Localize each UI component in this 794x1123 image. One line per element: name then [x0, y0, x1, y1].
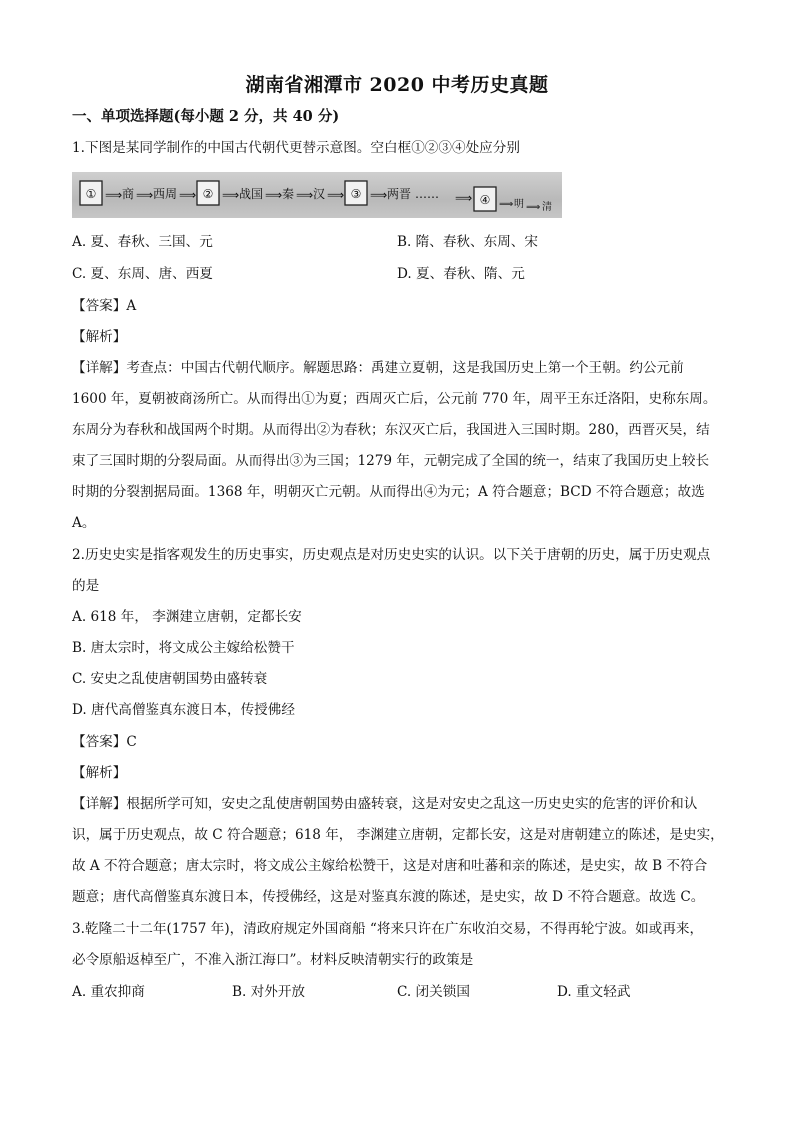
q3-option-d: D. 重文轻武 [557, 984, 631, 1000]
q1-answer: 【答案】A [72, 298, 137, 314]
q2-detail-line: 【详解】根据所学可知，安史之乱使唐朝国势由盛转衰，这是对安史之乱这一历史史实的危害的评价和认 [72, 796, 698, 812]
q3-stem-line: 必令原船返棹至广，不准入浙江海口”。材料反映清朝实行的政策是 [72, 952, 474, 968]
arrow-icon: ⟹ [327, 188, 345, 202]
q2-detail-line: 题意；唐代高僧鉴真东渡日本，传授佛经，这是对鉴真东渡的陈述，是史实，故 D 不符合题意。故选 C。 [72, 889, 705, 905]
arrow-icon: ⟹ [296, 188, 314, 202]
box-4-label: ④ [479, 193, 491, 207]
node-western-zhou: 西周 [153, 187, 178, 201]
q1-option-d: D. 夏、春秋、隋、元 [397, 266, 525, 282]
arrow-icon: ⟹ [105, 188, 123, 202]
ellipsis: …… [415, 187, 439, 201]
q1-option-a: A. 夏、春秋、三国、元 [72, 234, 213, 250]
q1-detail-line: 束了三国时期的分裂局面。从而得出③为三国；1279 年，元朝完成了全国的统一，结束了我国历史上较长 [72, 453, 710, 469]
section-heading: 一、单项选择题(每小题 2 分，共 40 分) [72, 108, 340, 125]
q1-detail-line: 【详解】考查点：中国古代朝代顺序。解题思路：禹建立夏朝，这是我国历史上第一个王朝。约公元前 [72, 360, 684, 376]
arrow-icon: ⟹ [136, 188, 154, 202]
box-2-label: ② [202, 187, 214, 201]
q3-option-a: A. 重农抑商 [72, 984, 145, 1000]
box-3-label: ③ [350, 187, 362, 201]
q2-analysis-label: 【解析】 [72, 765, 127, 781]
q2-stem-line: 的是 [72, 578, 100, 594]
arrow-icon: ⟹ [370, 188, 388, 202]
page-title: 湖南省湘潭市 2020 中考历史真题 [245, 74, 549, 96]
q3-stem-line: 3.乾隆二十二年(1757 年)，清政府规定外国商船 “将来只许在广东收泊交易，不得再轮宁波。如或再来， [72, 921, 704, 937]
q3-option-c: C. 闭关锁国 [397, 984, 470, 1000]
node-qin: 秦 [282, 187, 295, 201]
arrow-icon: ⟹ [265, 188, 283, 202]
node-ming: 明 [514, 199, 524, 210]
q1-detail-line: A。 [72, 515, 96, 531]
node-warring-states: 战国 [239, 187, 264, 201]
q1-option-b: B. 隋、春秋、东周、宋 [397, 234, 538, 250]
q2-answer: 【答案】C [72, 734, 137, 750]
node-qing: 清 [542, 202, 552, 213]
node-shang: 商 [122, 187, 135, 201]
dynasty-sequence-diagram [72, 172, 562, 218]
box-1-label: ① [85, 187, 97, 201]
q1-detail-line: 1600 年，夏朝被商汤所亡。从而得出①为夏；西周灭亡后，公元前 770 年，周平王东迁洛阳，史称东周。 [72, 391, 717, 407]
node-two-jin: 两晋 [387, 187, 412, 201]
q1-analysis-label: 【解析】 [72, 329, 127, 345]
q3-option-b: B. 对外开放 [232, 984, 306, 1000]
q2-detail-line: 识，属于历史观点，故 C 符合题意；618 年， 李渊建立唐朝，定都长安，这是对唐朝建立的陈述，是史实， [72, 827, 724, 843]
arrow-icon: ⟹ [455, 191, 473, 205]
arrow-icon: ⟹ [499, 199, 514, 210]
q1-detail-line: 时期的分裂割据局面。1368 年，明朝灭亡元朝。从而得出④为元；A 符合题意；BCD 不符合题意；故选 [72, 484, 705, 500]
q1-detail-line: 东周分为春秋和战国两个时期。从而得出②为春秋；东汉灭亡后，我国进入三国时期。280，西晋灭吴，结 [72, 422, 710, 438]
q2-option-b: B. 唐太宗时，将文成公主嫁给松赞干 [72, 640, 295, 656]
q2-detail-line: 故 A 不符合题意；唐太宗时，将文成公主嫁给松赞干，这是对唐和吐蕃和亲的陈述，是史实，故 B 不符合 [72, 858, 708, 874]
dynasty-diagram-svg [72, 172, 562, 218]
arrow-icon: ⟹ [526, 202, 541, 213]
arrow-icon: ⟹ [222, 188, 240, 202]
q2-stem-line: 2.历史史实是指客观发生的历史事实，历史观点是对历史史实的认识。以下关于唐朝的历史，属于历史观点 [72, 547, 711, 563]
q2-option-c: C. 安史之乱使唐朝国势由盛转衰 [72, 671, 268, 687]
arrow-icon: ⟹ [179, 188, 197, 202]
q1-option-c: C. 夏、东周、唐、西夏 [72, 266, 213, 282]
q1-stem: 1.下图是某同学制作的中国古代朝代更替示意图。空白框①②③④处应分别 [72, 140, 520, 156]
q2-option-d: D. 唐代高僧鉴真东渡日本，传授佛经 [72, 702, 295, 718]
q2-option-a: A. 618 年， 李渊建立唐朝，定都长安 [72, 609, 302, 625]
node-han: 汉 [313, 187, 326, 201]
